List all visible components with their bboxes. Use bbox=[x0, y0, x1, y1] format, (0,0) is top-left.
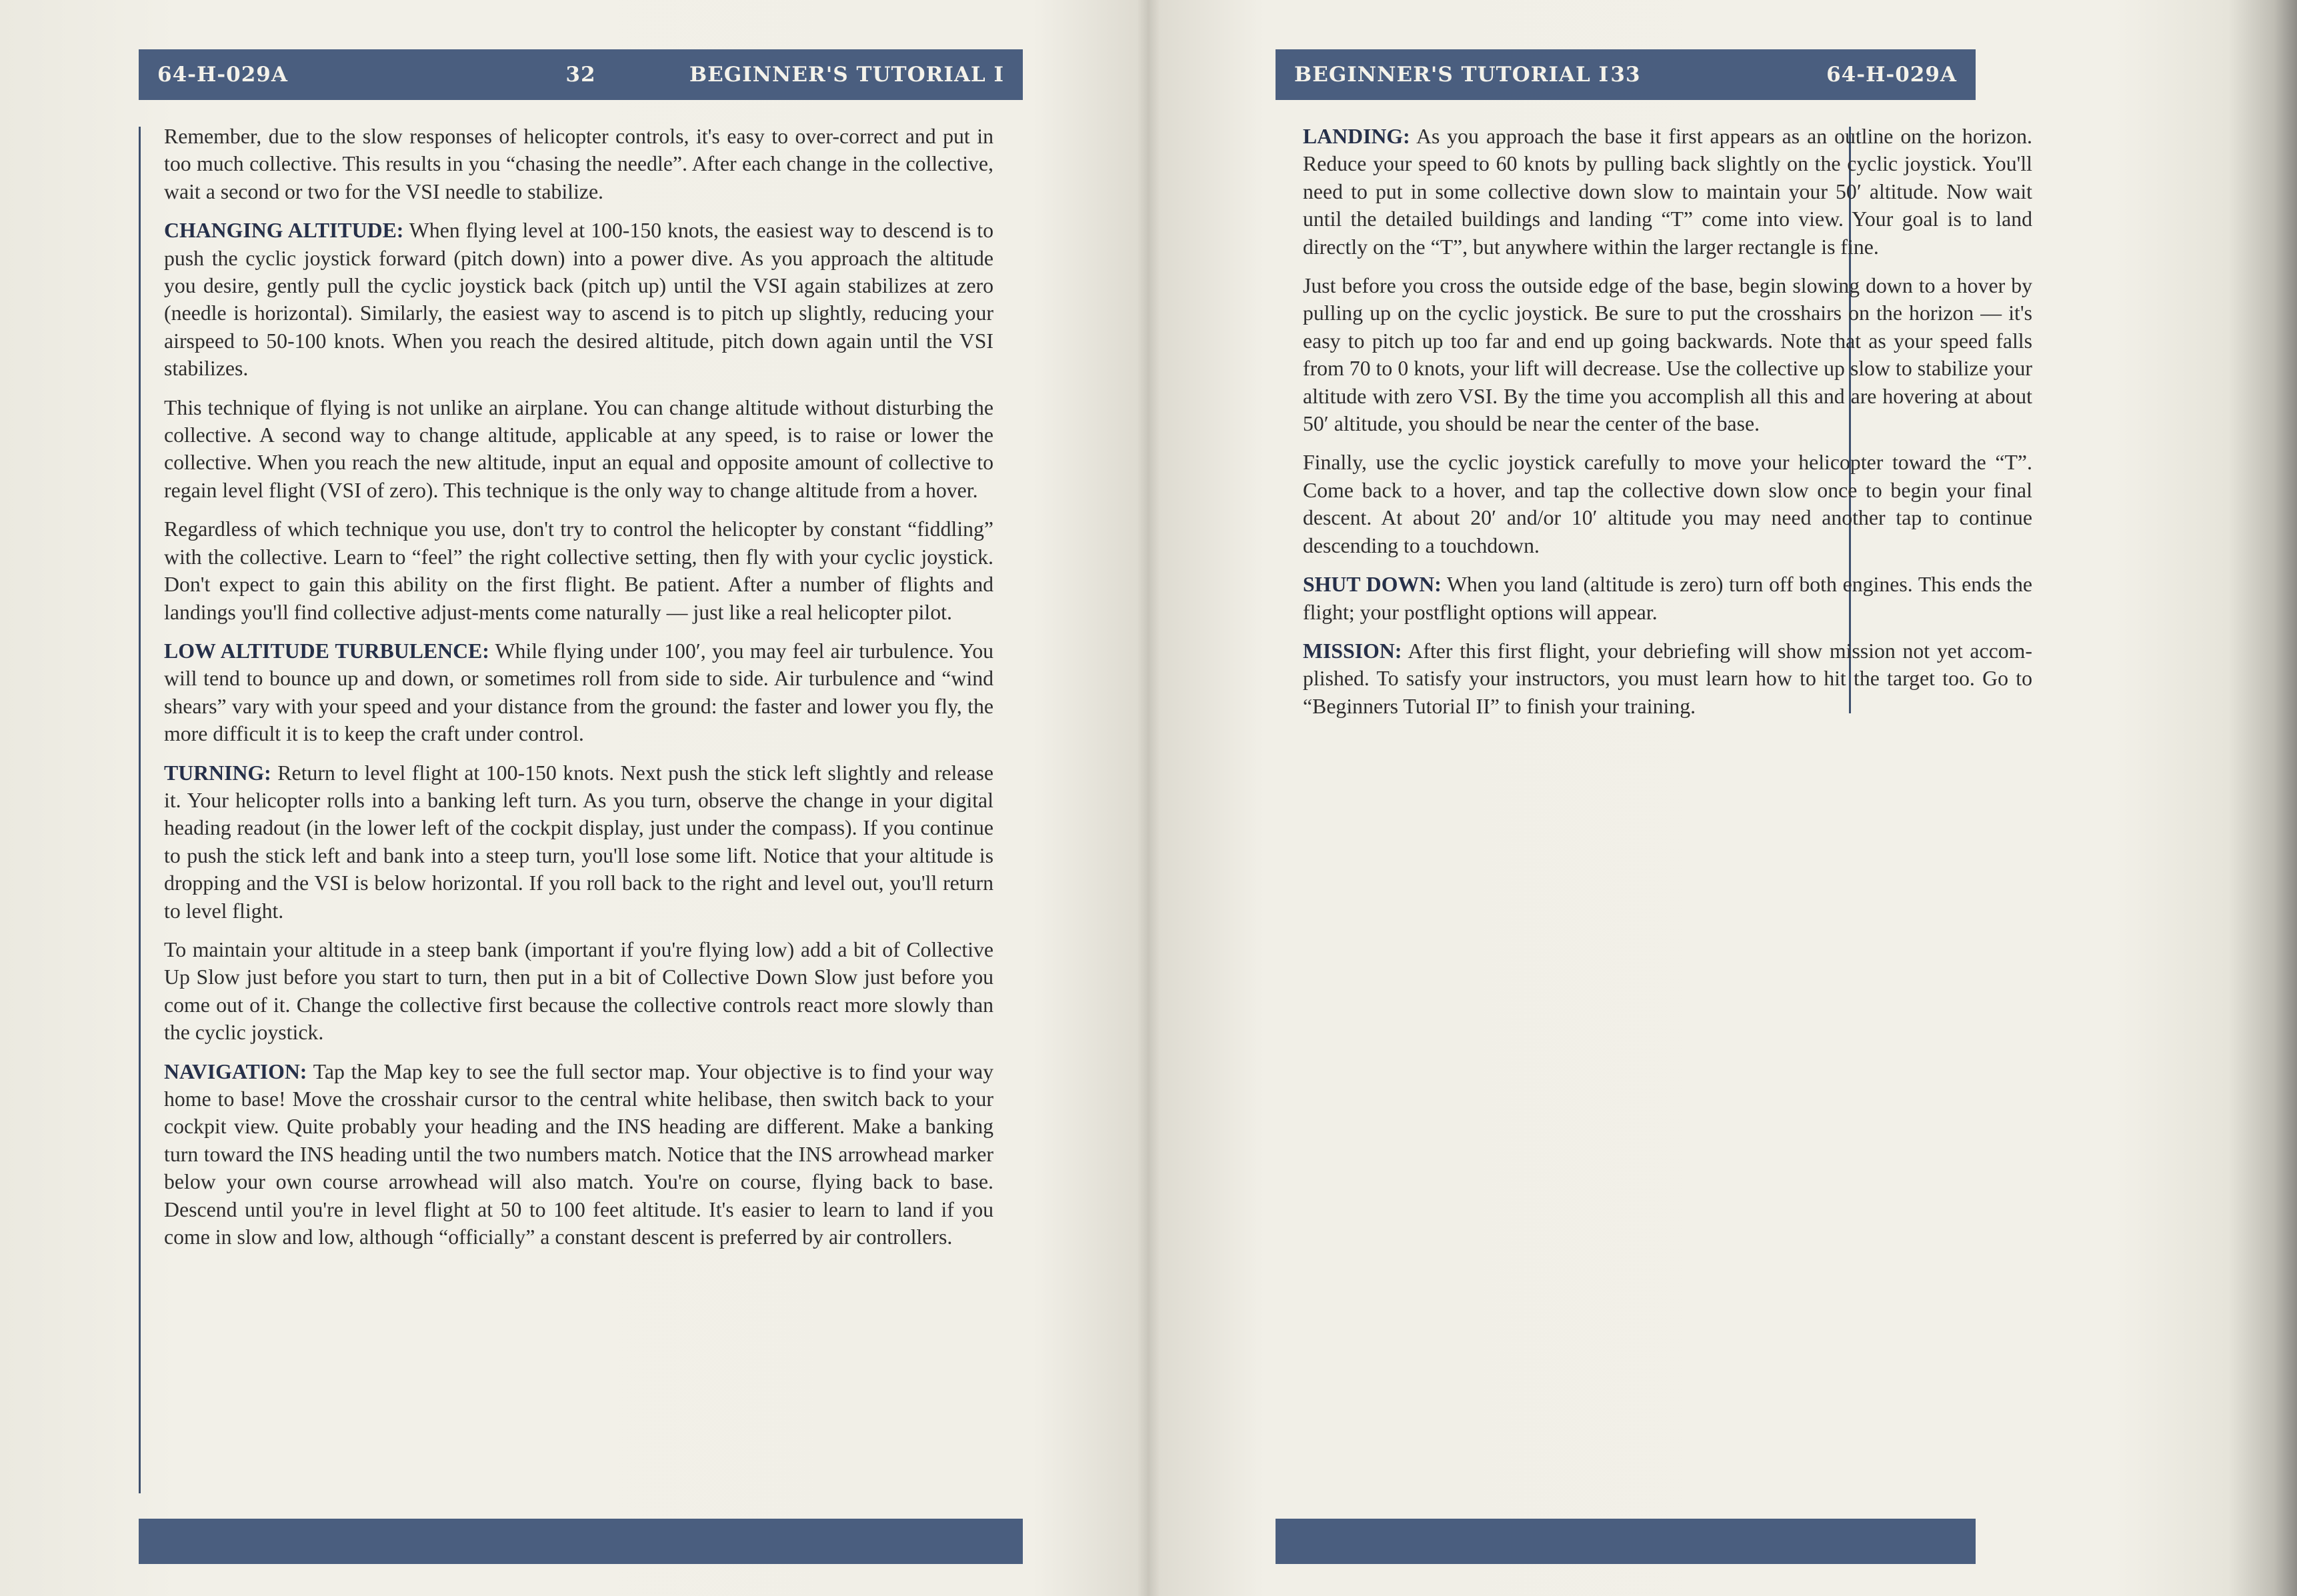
paragraph: LOW ALTITUDE TURBULENCE: While flying under 100′, you may feel air turbulence. You will tend to bounce up and down, or sometimes roll from side to side. Air turbulence and “wind shears” vary with your speed and your distance from the ground: the faster and lower you fly, the more difficult it is to keep the craft under control. bbox=[164, 639, 993, 746]
page-header bbox=[139, 49, 1023, 100]
section-heading: NAVIGATION: bbox=[164, 1059, 307, 1083]
paragraph: Regardless of which technique you use, don't try to control the helicopter by constant “fiddling” with the collective. Learn to “feel” the right collective setting, then fly with your cyclic joystick. Don't expect to gain this ability on the first flight. Be patient. After a number of flights and landings you'll find collective adjust-ments come naturally — just like a real helicopter pilot. bbox=[164, 517, 993, 624]
section-heading: LOW ALTITUDE TURBULENCE: bbox=[164, 639, 489, 663]
page-number: 32 bbox=[565, 63, 596, 87]
body-text bbox=[164, 123, 993, 1262]
paragraph: Finally, use the cyclic joystick carefully to move your helicopter toward the “T”. Come back to a hover, and tap the collective down slow once to begin your final descent. At about 20′ and/or 10′ altitude you may need another tap to continue descending to a touchdown. bbox=[1303, 451, 2032, 557]
page-header bbox=[1276, 49, 1976, 100]
section-heading: TURNING: bbox=[164, 761, 271, 785]
chapter-title: BEGINNER'S TUTORIAL I bbox=[1294, 63, 1610, 87]
paragraph: NAVIGATION: Tap the Map key to see the full sector map. Your objective is to find your way home to base! Move the crosshair cursor to the central white helibase, then switch back to your cockpit view. Quite probably your heading and the INS heading are different. Make a banking turn toward the INS heading until the two numbers match. Notice that the INS arrowhead marker below your own course arrowhead will also match. You're on course, flying back to base. Descend until you're in level flight at 50 to 100 feet altitude. It's easier to learn to land if you come in slow and low, although “officially” a constant descent is preferred by air controllers. bbox=[164, 1059, 993, 1249]
section-heading: LANDING: bbox=[1303, 125, 1410, 148]
body-text bbox=[1303, 123, 2032, 731]
paragraph: LANDING: As you approach the base it first appears as an outline on the horizon. Reduce your speed to 60 knots by pulling back slightly on the cyclic joystick. You'll need to put in some collective down slow to maintain your 50′ altitude. Now wait until the detailed buildings and landing “T” come into view. Your goal is to land directly on the “T”, but anywhere within the larger rectangle is fine. bbox=[1303, 125, 2032, 259]
section-heading: SHUT DOWN: bbox=[1303, 573, 1442, 597]
right-page bbox=[1148, 0, 2297, 1596]
page-number: 33 bbox=[1610, 63, 1641, 87]
paragraph: Remember, due to the slow responses of helicopter controls, it's easy to over-correct and put in too much collective. This results in you “chasing the needle”. After each change in the collective, wait a second or two for the VSI needle to stabilize. bbox=[164, 125, 993, 203]
chapter-title: BEGINNER'S TUTORIAL I bbox=[689, 63, 1004, 87]
section-heading: MISSION: bbox=[1303, 639, 1402, 663]
paragraph: TURNING: Return to level flight at 100-150 knots. Next push the stick left slightly and release it. Your helicopter rolls into a banking left turn. As you turn, observe the change in your digital heading readout (in the lower left of the cockpit display, just under the compass). If you continue to push the stick left and bank into a steep turn, you'll lose some lift. Notice that your altitude is dropping and the VSI is below horizontal. If you roll back to the right and level out, you'll return to level flight. bbox=[164, 761, 993, 923]
page-footer-bar bbox=[1276, 1519, 1976, 1564]
document-code: 64-H-029A bbox=[1826, 63, 1957, 87]
paragraph: MISSION: After this first flight, your debriefing will show mission not yet accom-plished. To satisfy your instructors, you must learn how to hit the target too. Go to “Beginners Tutorial II” to finish your training. bbox=[1303, 639, 2032, 718]
paragraph: CHANGING ALTITUDE: When flying level at 100-150 knots, the easiest way to descend is to push the cyclic joystick forward (pitch down) into a power dive. As you approach the altitude you desire, gently pull the cyclic joystick back (pitch up) until the VSI again stabilizes at zero (needle is horizontal). Similarly, the easiest way to ascend is to pitch up slightly, reducing your airspeed to 50-100 knots. When you reach the desired altitude, pitch down again until the VSI stabilizes. bbox=[164, 219, 993, 381]
paragraph: Just before you cross the outside edge of the base, begin slowing down to a hover by pulling up on the cyclic joystick. Be sure to put the crosshairs on the horizon — it's easy to pitch up too far and end up going backwards. Note that as your speed falls from 70 to 0 knots, your lift will decrease. Use the collective up slow to stabilize your altitude with zero VSI. By the time you accomplish all this and are hovering at about 50′ altitude, you should be near the center of the base. bbox=[1303, 274, 2032, 436]
section-heading: CHANGING ALTITUDE: bbox=[164, 219, 404, 243]
left-page bbox=[0, 0, 1147, 1596]
page-footer-bar bbox=[139, 1519, 1023, 1564]
document-code: 64-H-029A bbox=[157, 63, 288, 87]
paragraph: To maintain your altitude in a steep bank (important if you're flying low) add a bit of Collective Up Slow just before you start to turn, then put in a bit of Collective Down Slow just before you come out of it. Change the collective first because the collective controls react more slowly than the cyclic joystick. bbox=[164, 937, 993, 1045]
margin-rule bbox=[139, 127, 141, 1493]
paragraph: SHUT DOWN: When you land (altitude is zero) turn off both engines. This ends the flight; your postflight options will appear. bbox=[1303, 573, 2032, 624]
paragraph: This technique of flying is not unlike an airplane. You can change altitude without disturbing the collective. A second way to change altitude, applicable at any speed, is to raise or lower the collective. When you reach the new altitude, input an equal and opposite amount of collective to regain level flight (VSI of zero). This technique is the only way to change altitude from a hover. bbox=[164, 395, 993, 502]
